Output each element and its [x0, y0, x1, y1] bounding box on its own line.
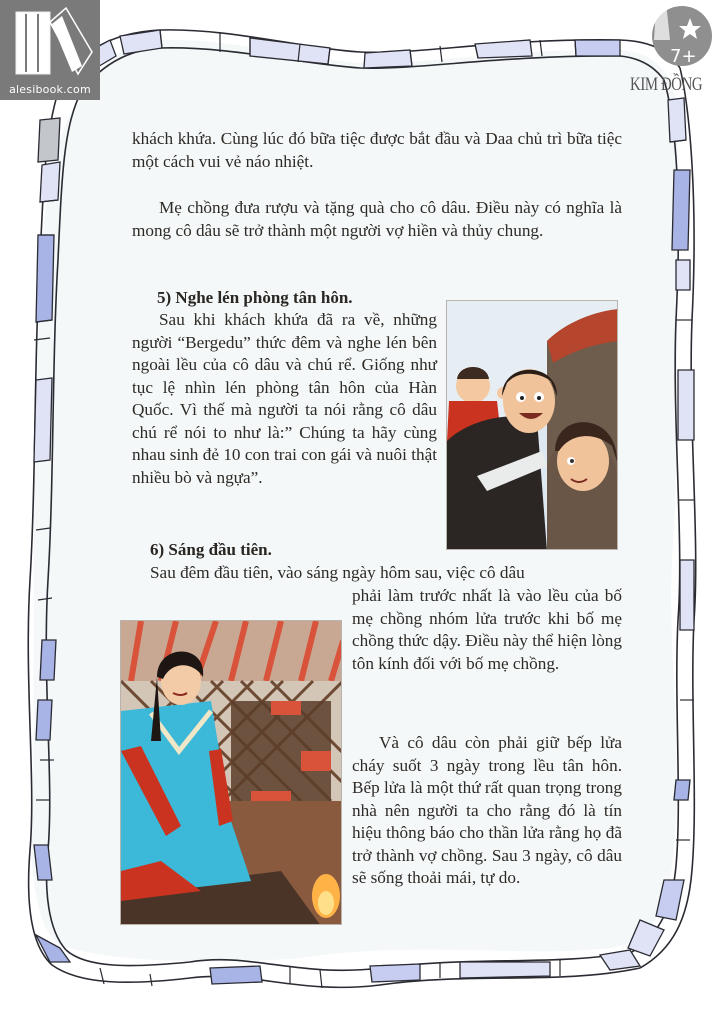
site-watermark [0, 0, 100, 100]
bride-hearth-illustration [120, 620, 342, 925]
section-5-heading: 5) Nghe lén phòng tân hôn. [157, 288, 353, 307]
section-5-body-text: Sau khi khách khứa đã ra về, những người “Bergedu” thức đêm và nghe lén bên ngoài lều của cô dâu và chú rể. Giống như tục lệ nhìn lén phòng tân hôn của Hàn Quốc. Vì thế mà người ta nói rằng cô dâu chú rể nói to như là:” Chúng ta hãy cùng nhau sinh đẻ 10 con trai con gái và nuôi thật nhiều bò và ngựa”. [132, 310, 437, 487]
section-5-body [132, 309, 437, 489]
watermark-label: alesibook.com [9, 83, 91, 96]
eavesdropping-illustration [446, 300, 618, 550]
svg-text:7+: 7+ [670, 46, 697, 67]
paragraph-gift-text: Mẹ chồng đưa rượu và tặng quà cho cô dâu. Điều này có nghĩa là mong cô dâu sẽ trở thành một người vợ hiền và thủy chung. [132, 198, 622, 240]
publisher-logo [630, 0, 720, 100]
section-6-first-line: Sau đêm đầu tiên, vào sáng ngày hôm sau, việc cô dâu [150, 563, 525, 582]
section-6-body: phải làm trước nhất là vào lều của bố mẹ chồng nhóm lửa trước khi bố mẹ chồng thức dậy. Điều này thể hiện lòng tôn kính đối với bố mẹ chồng. [352, 586, 622, 673]
publisher-name: KIM ĐỒNG [630, 74, 703, 95]
paragraph-gift [132, 197, 622, 242]
book-logo-icon [0, 0, 100, 85]
section-6-hearth-paragraph [352, 732, 622, 890]
section-6-hearth-text: Và cô dâu còn phải giữ bếp lửa cháy suốt 3 ngày trong lều tân hôn. Bếp lửa là một thứ rất quan trọng trong nhà nên người ta cho rằng đó là tín hiệu thông báo cho thần lửa rằng họ đã trở thành vợ chồng. Sau 3 ngày, cô dâu sẽ sống thoải mái, tự do. [352, 733, 622, 887]
star-emblem-icon [636, 0, 716, 76]
paragraph-intro: khách khứa. Cùng lúc đó bữa tiệc được bắt đầu và Daa chủ trì bữa tiệc một cách vui vẻ náo nhiệt. [132, 129, 622, 171]
section-6-heading: 6) Sáng đầu tiên. [150, 540, 272, 559]
